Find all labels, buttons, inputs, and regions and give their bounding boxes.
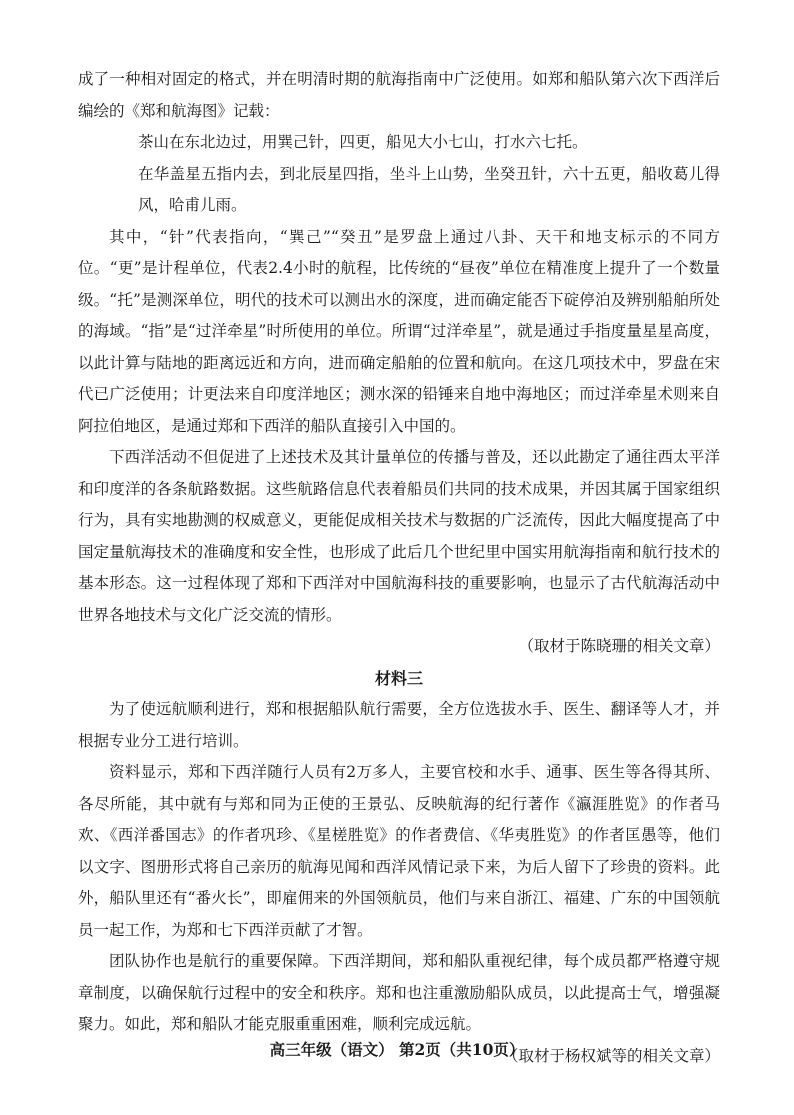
source-citation-2: （取材于杨权斌等的相关文章） <box>502 1046 720 1065</box>
document-body <box>78 64 720 1072</box>
source-citation-1: （取材于陈晓珊的相关文章） <box>518 637 720 655</box>
paragraph-impact: 下西洋活动不但促进了上述技术及其计量单位的传播与普及，还以此勘定了通往西太平洋和印度洋的各条航路数据。这些航路信息代表着船员们共同的技术成果，并因其属于国家组织行为，具有实地勘测的权威意义，更能促成相关技术与数据的广泛流传，因此大幅度提高了中国定量航海技术的准确度和安全性，也形成了此后几个世纪里中国实用航海指南和航行技术的基本形态。这一过程体现了郑和下西洋对中国航海科技的重要影响，也显示了古代航海活动中世界各地技术与文化广泛交流的情形。 <box>78 448 720 624</box>
paragraph-continuation: 成了一种相对固定的格式，并在明清时期的航海指南中广泛使用。如郑和船队第六次下西洋后编绘的《郑和航海图》记载： <box>78 70 720 120</box>
section3-paragraph-3: 团队协作也是航行的重要保障。下西洋期间，郑和船队重视纪律，每个成员都严格遵守规章制度，以确保航行过程中的安全和秩序。郑和也注重激励船队成员，以此提高士气，增强凝聚力。如此，郑和船队才能克服重重困难，顺利完成远航。 <box>78 952 720 1033</box>
page-footer: 高三年级（语文） 第2页（共10页） <box>269 1040 525 1059</box>
section3-paragraph-1: 为了使远航顺利进行，郑和根据船队航行需要，全方位选拔水手、医生、翻译等人才，并根据专业分工进行培训。 <box>78 700 720 750</box>
paragraph-explanation: 其中，“针”代表指向，“巽己”“癸丑”是罗盘上通过八卦、天干和地支标示的不同方位。“更”是计程单位，代表2.4小时的航程，比传统的“昼夜”单位在精准度上提升了一个数量级。“托”是测深单位，明代的技术可以测出水的深度，进而确定能否下碇停泊及辨别船舶所处的海域。“指”是“过洋牵星”时所使用的单位。所谓“过洋牵星”，就是通过手指度量星星高度，以此计算与陆地的距离远近和方向，进而确定船舶的位置和航向。在这几项技术中，罗盘在宋代已广泛使用；计更法来自印度洋地区；测水深的铅锤来自地中海地区；而过洋牵星术则来自阿拉伯地区，是通过郑和下西洋的船队直接引入中国的。 <box>78 227 720 435</box>
section-title-material-3: 材料三 <box>374 668 423 688</box>
quote-line-1: 茶山在东北边过，用巽己针，四更，船见大小七山，打水六七托。 <box>138 133 588 151</box>
quote-line-2-text: 在华盖星五指内去，到北辰星四指，坐斗上山势，坐癸丑针，六十五更，船收葛儿得风，哈甫儿雨。 <box>138 164 720 214</box>
quote-line-2 <box>78 159 720 222</box>
section3-paragraph-2: 资料显示，郑和下西洋随行人员有2万多人，主要官校和水手、通事、医生等各得其所、各尽所能，其中就有与郑和同为正使的王景弘、反映航海的纪行著作《瀛涯胜览》的作者马欢、《西洋番国志》的作者巩珍、《星槎胜览》的作者费信、《华夷胜览》的作者匡愚等，他们以文字、图册形式将自己亲历的航海见闻和西洋风情记录下来，为后人留下了珍贵的资料。此外，船队里还有“番火长”，即雇佣来的外国领航员，他们与来自浙江、福建、广东的中国领航员一起工作，为郑和七下西洋贡献了才智。 <box>78 763 720 939</box>
